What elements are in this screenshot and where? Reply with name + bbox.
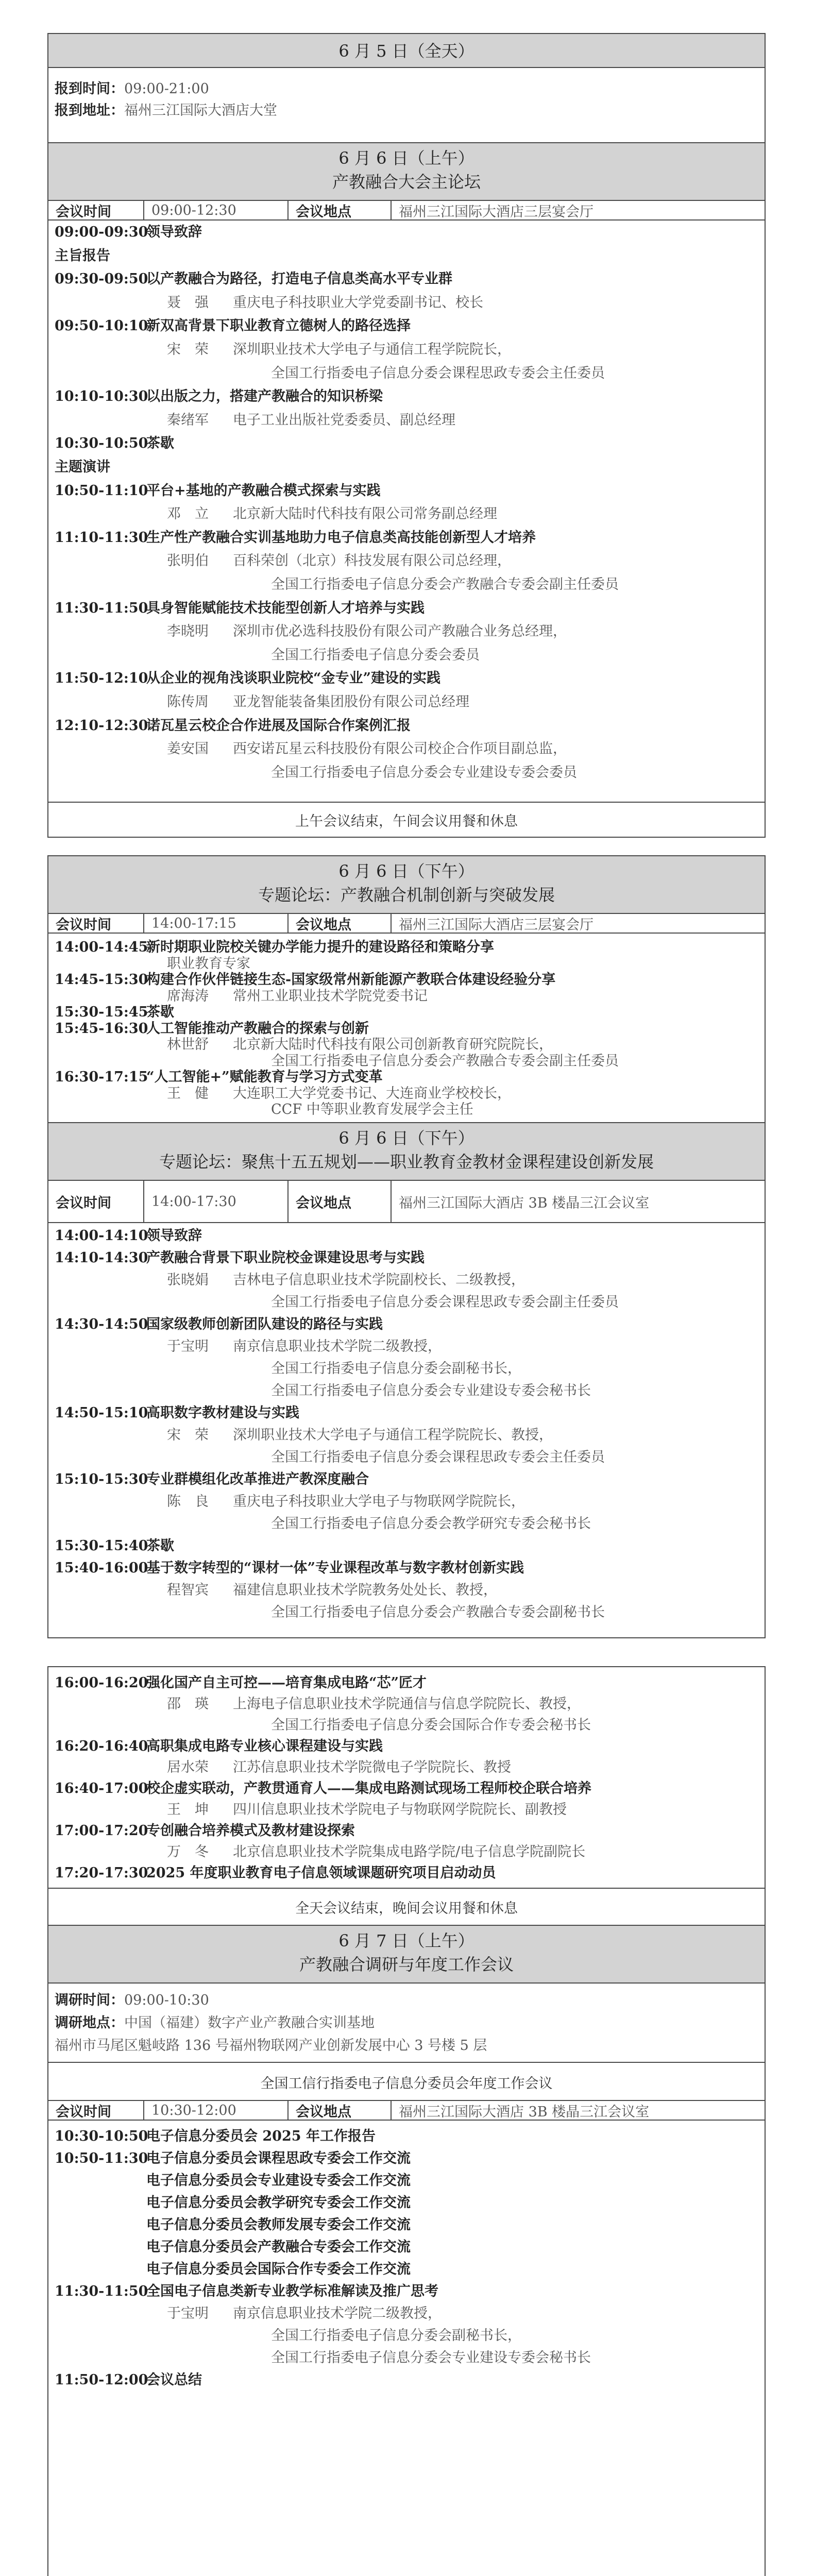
- s4-topic-5: 校企虚实联动，产教贯通育人——集成电路测试现场工程师校企联合培养: [146, 1781, 591, 1797]
- s4-time-5: 16:40-17:00: [55, 1781, 148, 1797]
- s1-speaker-20: 陈传周: [167, 694, 209, 710]
- s1-topic-4: 新双高背景下职业教育立德树人的路径选择: [146, 318, 411, 334]
- session1-place-label: 会议地点: [289, 201, 392, 219]
- s3-role-cont-3: 全国工行指委电子信息分委会课程思政专委会副主任委员: [271, 1294, 619, 1310]
- s5-topic-2: 电子信息分委员会专业建设专委会工作交流: [146, 2173, 411, 2189]
- checkin-time-label: 报到时间：: [55, 81, 124, 97]
- s1-time-13: 11:10-11:30: [55, 529, 148, 546]
- s3-time-0: 14:00-14:10: [55, 1228, 148, 1244]
- s3-role-16: 福建信息职业技术学院教务处处长、教授，: [233, 1582, 497, 1598]
- s1-topic-2: 以产教融合为路径，打造电子信息类高水平专业群: [146, 271, 452, 287]
- session3-block: [47, 1122, 766, 1638]
- s4-topic-7: 专创融合培养模式及教材建设探索: [146, 1823, 355, 1839]
- s5-speaker-8: 于宝明: [167, 2306, 209, 2321]
- session5-header: [48, 1926, 765, 1984]
- s3-topic-0: 领导致辞: [146, 1228, 202, 1244]
- s4-role-1: 上海电子信息职业技术学院通信与信息学院院长、教授，: [233, 1696, 581, 1712]
- s3-role-5: 南京信息职业技术学院二级教授，: [233, 1338, 442, 1354]
- survey-time-label: 调研时间：: [55, 1992, 124, 2008]
- s4-time-0: 16:00-16:20: [55, 1675, 148, 1691]
- s3-topic-1: 产教融合背景下职业院校金课建设思考与实践: [146, 1250, 425, 1266]
- session5-time-value: 10:30-12:00: [144, 2101, 289, 2120]
- s2-speaker-9: 王 健: [167, 1085, 209, 1101]
- s1-role-5: 深圳职业技术大学电子与通信工程学院院长，: [233, 342, 511, 358]
- s1-role-cont-15: 全国工行指委电子信息分委会产教融合专委会副主任委员: [271, 577, 619, 592]
- session2-info-row: [48, 914, 765, 934]
- s3-time-1: 14:10-14:30: [55, 1250, 148, 1266]
- s2-role-9: 大连职工大学党委书记、大连商业学校校长，: [233, 1085, 511, 1101]
- s1-time-11: 10:50-11:10: [55, 482, 148, 499]
- s4-role-cont-2: 全国工行指委电子信息分委会国际合作专委会秘书长: [271, 1717, 591, 1733]
- s2-role-6: 北京新大陆时代科技有限公司创新教育研究院院长，: [233, 1037, 553, 1053]
- s1-topic-19: 从企业的视角浅谈职业院校“金专业”建设的实践: [146, 670, 441, 687]
- s1-role-cont-23: 全国工行指委电子信息分委会专业建设专委会委员: [271, 764, 577, 781]
- s3-speaker-9: 宋 荣: [167, 1427, 209, 1443]
- s2-role-cont-7: 全国工行指委电子信息分委会产教融合专委会副主任委员: [271, 1053, 619, 1069]
- s4-role-4: 江苏信息职业技术学院微电子学院院长、教授: [233, 1759, 511, 1775]
- s4-time-9: 17:20-17:30: [55, 1865, 148, 1881]
- checkin-place-value: 福州三江国际大酒店大堂: [124, 103, 277, 118]
- checkin-time-value: 09:00-21:00: [124, 81, 209, 97]
- s1-speaker-5: 宋 荣: [167, 342, 209, 358]
- s3-topic-4: 国家级教师创新团队建设的路径与实践: [146, 1316, 383, 1332]
- s3-topic-11: 专业群模组化改革推进产教深度融合: [146, 1471, 369, 1487]
- session1-time-label: 会议时间: [48, 201, 144, 219]
- session2-place-value: 福州三江国际大酒店三层宴会厅: [399, 917, 593, 933]
- s1-topic-11: 平台+基地的产教融合模式探索与实践: [146, 482, 381, 499]
- s5-role-cont-10: 全国工行指委电子信息分委会专业建设专委会秘书长: [271, 2350, 591, 2366]
- s2-speaker-6: 林世舒: [167, 1037, 209, 1053]
- s5-topic-4: 电子信息分委员会教师发展专委会工作交流: [146, 2217, 411, 2233]
- s4-speaker-1: 邵 瑛: [167, 1696, 209, 1712]
- s4-topic-0: 强化国产自主可控——培育集成电路“芯”匠才: [146, 1675, 427, 1691]
- s4-speaker-8: 万 冬: [167, 1844, 209, 1860]
- session5-info-row: [48, 2100, 765, 2121]
- s3-topic-14: 茶歇: [146, 1538, 174, 1554]
- session1-title: 产教融合大会主论坛: [332, 172, 481, 192]
- session1-time-value: 09:00-12:30: [144, 201, 289, 219]
- s5-topic-7: 全国电子信息类新专业教学标准解读及推广思考: [146, 2283, 438, 2299]
- session5-block: [47, 1925, 766, 2576]
- s2-time-4: 15:30-15:45: [55, 1004, 148, 1020]
- s2-topic-2: 构建合作伙伴链接生态-国家级常州新能源产教联合体建设经验分享: [146, 972, 556, 988]
- s3-role-12: 重庆电子科技职业大学电子与物联网学院院长，: [233, 1494, 525, 1510]
- s3-time-15: 15:40-16:00: [55, 1560, 148, 1576]
- session1-header: [48, 143, 765, 201]
- s4-role-8: 北京信息职业技术学院集成电路学院/电子信息学院副院长: [233, 1844, 586, 1860]
- session1-block: [47, 142, 766, 838]
- s1-topic-9: 茶歇: [146, 435, 174, 452]
- s5-time-11: 11:50-12:00: [55, 2372, 148, 2388]
- s4-time-7: 17:00-17:20: [55, 1823, 148, 1839]
- session2-block: [47, 855, 766, 1123]
- s3-role-cont-10: 全国工行指委电子信息分委会课程思政专委会主任委员: [271, 1449, 605, 1465]
- session2-title: 专题论坛：产教融合机制创新与突破发展: [258, 885, 555, 905]
- s1-topic-0: 领导致辞: [146, 224, 202, 240]
- s4-speaker-4: 居水荣: [167, 1759, 209, 1775]
- s3-role-2: 吉林电子信息职业技术学院副校长、二级教授，: [233, 1272, 525, 1288]
- session5-date: 6 月 7 日（上午）: [338, 1931, 474, 1951]
- s2-topic-8: “人工智能+”赋能教育与学习方式变革: [146, 1069, 383, 1085]
- s3-role-cont-13: 全国工行指委电子信息分委会教学研究专委会秘书长: [271, 1516, 591, 1532]
- session2-header: [48, 856, 765, 914]
- s1-speaker-8: 秦绪军: [167, 412, 209, 428]
- s1-time-2: 09:30-09:50: [55, 271, 148, 287]
- s4-role-6: 四川信息职业技术学院电子与物联网学院院长、副教授: [233, 1802, 567, 1818]
- s4-topic-9: 2025 年度职业教育电子信息领域课题研究项目启动动员: [146, 1865, 496, 1881]
- s4-time-3: 16:20-16:40: [55, 1738, 148, 1754]
- s1-time-16: 11:30-11:50: [55, 600, 148, 616]
- s2-speaker-1: 职业教育专家: [167, 955, 250, 972]
- s2-speaker-3: 席海涛: [167, 988, 209, 1004]
- s1-role-17: 深圳市优必选科技股份有限公司产教融合业务总经理，: [233, 623, 567, 640]
- s1-role-14: 百科荣创（北京）科技发展有限公司总经理，: [233, 553, 511, 569]
- s3-time-8: 14:50-15:10: [55, 1405, 148, 1421]
- s1-time-10: 主题演讲: [55, 459, 110, 475]
- s5-topic-0: 电子信息分委员会 2025 年工作报告: [146, 2128, 376, 2144]
- s1-speaker-17: 李晓明: [167, 623, 209, 640]
- s1-speaker-12: 邓 立: [167, 506, 209, 522]
- s5-topic-5: 电子信息分委员会产教融合专委会工作交流: [146, 2239, 411, 2255]
- s5-time-0: 10:30-10:50: [55, 2128, 148, 2144]
- s1-time-9: 10:30-10:50: [55, 435, 148, 452]
- session3-place-value: 福州三江国际大酒店 3B 楼晶三江会议室: [399, 1195, 650, 1211]
- session3-date: 6 月 6 日（下午）: [338, 1128, 474, 1148]
- annual-meeting-title: 全国工信行指委电子信息分委员会年度工作会议: [260, 2076, 553, 2092]
- s1-time-1: 主旨报告: [55, 247, 110, 264]
- session5-title: 产教融合调研与年度工作会议: [299, 1955, 514, 1974]
- session2-time-label: 会议时间: [48, 914, 144, 933]
- s1-role-cont-18: 全国工行指委电子信息分委会委员: [271, 647, 480, 663]
- session4-footer: 全天会议结束，晚间会议用餐和休息: [295, 1901, 518, 1917]
- s1-role-cont-6: 全国工行指委电子信息分委会课程思政专委会主任委员: [271, 365, 605, 381]
- s5-topic-1: 电子信息分委员会课程思政专委会工作交流: [146, 2150, 411, 2166]
- s5-role-8: 南京信息职业技术学院二级教授，: [233, 2306, 442, 2321]
- s2-topic-5: 人工智能推动产教融合的探索与创新: [146, 1020, 369, 1037]
- s4-topic-3: 高职集成电路专业核心课程建设与实践: [146, 1738, 383, 1754]
- s2-topic-0: 新时期职业院校关键办学能力提升的建设路径和策略分享: [146, 939, 494, 955]
- s1-role-8: 电子工业出版社党委委员、副总经理: [233, 412, 455, 428]
- s1-time-19: 11:50-12:10: [55, 670, 148, 687]
- s2-time-8: 16:30-17:15: [55, 1069, 148, 1085]
- session3-place-label: 会议地点: [289, 1181, 392, 1222]
- survey-place-label: 调研地点：: [55, 2015, 124, 2031]
- s1-role-22: 西安诺瓦星云科技股份有限公司校企合作项目副总监，: [233, 741, 567, 757]
- session5-place-label: 会议地点: [289, 2101, 392, 2120]
- s2-role-3: 常州工业职业技术学院党委书记: [233, 988, 428, 1004]
- session5-time-label: 会议时间: [48, 2101, 144, 2120]
- s3-role-9: 深圳职业技术大学电子与通信工程学院院长、教授，: [233, 1427, 553, 1443]
- s1-speaker-3: 聂 强: [167, 294, 209, 311]
- s1-time-4: 09:50-10:10: [55, 318, 148, 334]
- s3-topic-15: 基于数字转型的“课材一体”专业课程改革与数字教材创新实践: [146, 1560, 524, 1576]
- s1-role-3: 重庆电子科技职业大学党委副书记、校长: [233, 294, 483, 311]
- day1-header: 6 月 5 日（全天）: [48, 34, 765, 68]
- s2-role-cont-10: CCF 中等职业教育发展学会主任: [271, 1101, 473, 1117]
- session3-info-row: [48, 1181, 765, 1223]
- session3-time-value: 14:00-17:30: [144, 1181, 289, 1222]
- s3-speaker-16: 程智宾: [167, 1582, 209, 1598]
- s2-time-5: 15:45-16:30: [55, 1020, 148, 1037]
- s1-topic-21: 诺瓦星云校企合作进展及国际合作案例汇报: [146, 717, 411, 734]
- s3-speaker-2: 张晓娟: [167, 1272, 209, 1288]
- s3-time-11: 15:10-15:30: [55, 1471, 148, 1487]
- s3-role-cont-7: 全国工行指委电子信息分委会专业建设专委会秘书长: [271, 1383, 591, 1399]
- s5-topic-3: 电子信息分委员会教学研究专委会工作交流: [146, 2195, 411, 2211]
- s3-time-14: 15:30-15:40: [55, 1538, 148, 1554]
- survey-place-line1: 中国（福建）数字产业产教融合实训基地: [124, 2015, 375, 2031]
- s1-role-20: 亚龙智能装备集团股份有限公司总经理: [233, 694, 469, 710]
- session1-footer: 上午会议结束，午间会议用餐和休息: [295, 814, 518, 829]
- s1-time-21: 12:10-12:30: [55, 717, 148, 734]
- session3-time-label: 会议时间: [48, 1181, 144, 1222]
- s5-topic-11: 会议总结: [146, 2372, 202, 2388]
- session2-date: 6 月 6 日（下午）: [338, 861, 474, 881]
- s1-speaker-14: 张明伯: [167, 553, 209, 569]
- s1-topic-13: 生产性产教融合实训基地助力电子信息类高技能创新型人才培养: [146, 529, 536, 546]
- s5-time-1: 10:50-11:30: [55, 2150, 148, 2166]
- s1-role-12: 北京新大陆时代科技有限公司常务副总经理: [233, 506, 497, 522]
- checkin-place-label: 报到地址：: [55, 103, 124, 118]
- s1-time-0: 09:00-09:30: [55, 224, 148, 240]
- survey-time-value: 09:00-10:30: [124, 1992, 209, 2008]
- s2-time-0: 14:00-14:45: [55, 939, 148, 955]
- day1-block: [47, 33, 766, 144]
- s1-time-7: 10:10-10:30: [55, 388, 148, 405]
- s2-time-2: 14:45-15:30: [55, 972, 148, 988]
- session5-place-value: 福州三江国际大酒店 3B 楼晶三江会议室: [399, 2104, 650, 2120]
- s5-time-7: 11:30-11:50: [55, 2283, 148, 2299]
- s3-role-cont-17: 全国工行指委电子信息分委会产教融合专委会副秘书长: [271, 1604, 605, 1620]
- s5-topic-6: 电子信息分委员会国际合作专委会工作交流: [146, 2261, 411, 2277]
- survey-place-line2: 福州市马尾区魁岐路 136 号福州物联网产业创新发展中心 3 号楼 5 层: [55, 2038, 487, 2054]
- s3-time-4: 14:30-14:50: [55, 1316, 148, 1332]
- session1-place-value: 福州三江国际大酒店三层宴会厅: [399, 204, 593, 220]
- s2-topic-4: 茶歇: [146, 1004, 174, 1020]
- session2-place-label: 会议地点: [289, 914, 392, 933]
- s5-role-cont-9: 全国工行指委电子信息分委会副秘书长，: [271, 2328, 521, 2344]
- session1-date: 6 月 6 日（上午）: [338, 148, 474, 168]
- s3-speaker-12: 陈 良: [167, 1494, 209, 1510]
- s1-topic-16: 具身智能赋能技术技能型创新人才培养与实践: [146, 600, 425, 616]
- session3-header: [48, 1123, 765, 1181]
- session1-info-row: [48, 201, 765, 221]
- session2-time-value: 14:00-17:15: [144, 914, 289, 933]
- session3-title: 专题论坛：聚焦十五五规划——职业教育金教材金课程建设创新发展: [159, 1152, 654, 1172]
- session4-block: [47, 1666, 766, 1926]
- s3-topic-8: 高职数字教材建设与实践: [146, 1405, 299, 1421]
- s4-speaker-6: 王 坤: [167, 1802, 209, 1818]
- s1-topic-7: 以出版之力，搭建产教融合的知识桥梁: [146, 388, 383, 405]
- s3-speaker-5: 于宝明: [167, 1338, 209, 1354]
- s1-speaker-22: 姜安国: [167, 741, 209, 757]
- s3-role-cont-6: 全国工行指委电子信息分委会副秘书长，: [271, 1361, 521, 1377]
